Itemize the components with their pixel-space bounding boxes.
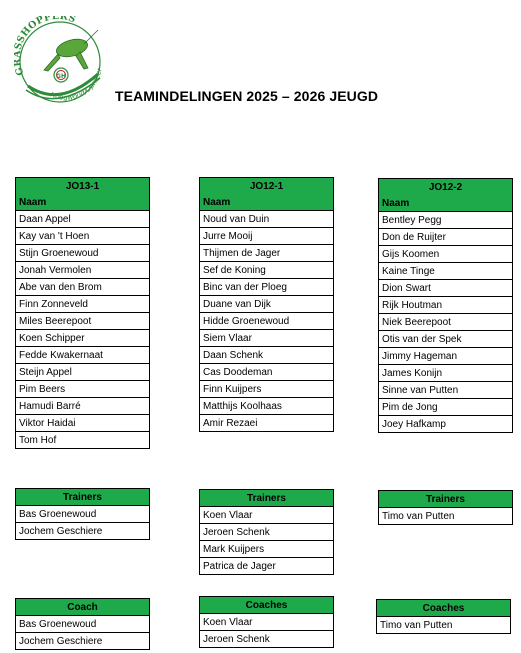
trainer-row	[379, 508, 513, 525]
player-row-name: Amir Rezaei	[200, 415, 334, 432]
trainers-header: Trainers	[16, 489, 150, 506]
player-row-name: Pim de Jong	[379, 399, 513, 416]
name-column-header: Naam	[16, 194, 150, 211]
player-row	[200, 381, 334, 398]
team-name: JO12-2	[379, 179, 513, 196]
player-row	[379, 263, 513, 280]
player-row	[16, 330, 150, 347]
coach-header: Coaches	[200, 597, 334, 614]
player-row	[200, 398, 334, 415]
player-row-name: Finn Kuijpers	[200, 381, 334, 398]
player-row-name: Steijn Appel	[16, 364, 150, 381]
player-row	[379, 365, 513, 382]
player-row-name: Cas Doodeman	[200, 364, 334, 381]
player-row-name: Gijs Koomen	[379, 246, 513, 263]
roster-table-jo12-1	[199, 177, 334, 432]
coach-row-name: Timo van Putten	[377, 617, 511, 634]
player-row	[379, 416, 513, 433]
team-name: JO12-1	[200, 178, 334, 195]
player-row-name: Jonah Vermolen	[16, 262, 150, 279]
player-row	[200, 313, 334, 330]
grasshoppers-logo-icon	[14, 16, 106, 104]
player-row	[16, 364, 150, 381]
player-row-name: Viktor Haidai	[16, 415, 150, 432]
player-row	[16, 279, 150, 296]
trainer-row-name: Jeroen Schenk	[200, 524, 334, 541]
player-row-name: Thijmen de Jager	[200, 245, 334, 262]
player-row-name: Finn Zonneveld	[16, 296, 150, 313]
player-row-name: Joey Hafkamp	[379, 416, 513, 433]
trainer-row	[16, 506, 150, 523]
coach-table-jo12-1	[199, 596, 334, 648]
trainers-table-jo12-1	[199, 489, 334, 575]
trainer-row	[200, 524, 334, 541]
trainers-header: Trainers	[200, 490, 334, 507]
player-row	[379, 246, 513, 263]
player-row-name: Otis van der Spek	[379, 331, 513, 348]
player-row-name: Hidde Groenewoud	[200, 313, 334, 330]
player-row-name: Noud van Duin	[200, 211, 334, 228]
club-logo	[14, 16, 106, 104]
player-row	[200, 415, 334, 432]
player-row	[379, 229, 513, 246]
trainer-row	[200, 541, 334, 558]
player-row-name: Koen Schipper	[16, 330, 150, 347]
player-row-name: Abe van den Brom	[16, 279, 150, 296]
roster-table-jo12-2	[378, 178, 513, 433]
roster-table-jo13-1	[15, 177, 150, 449]
player-row-name: Stijn Groenewoud	[16, 245, 150, 262]
player-row	[200, 279, 334, 296]
trainers-header: Trainers	[379, 491, 513, 508]
player-row	[16, 313, 150, 330]
trainer-row	[200, 558, 334, 575]
coach-row-name: Jeroen Schenk	[200, 631, 334, 648]
player-row-name: Dion Swart	[379, 280, 513, 297]
coach-table-jo12-2	[376, 599, 511, 634]
player-row-name: Siem Vlaar	[200, 330, 334, 347]
player-row-name: Don de Ruijter	[379, 229, 513, 246]
team-name: JO13-1	[16, 178, 150, 195]
player-row	[379, 382, 513, 399]
coach-header: Coach	[16, 599, 150, 616]
coach-row-name: Bas Groenewoud	[16, 616, 150, 633]
player-row	[200, 211, 334, 228]
logo-subtitle: Hoogwoud/Opmeer	[49, 67, 104, 102]
player-row	[200, 296, 334, 313]
player-row-name: Kaine Tinge	[379, 263, 513, 280]
player-row	[379, 212, 513, 229]
player-row	[16, 296, 150, 313]
coach-row-name: Koen Vlaar	[200, 614, 334, 631]
player-row	[16, 262, 150, 279]
coach-table-jo13-1	[15, 598, 150, 650]
coach-row	[377, 617, 511, 634]
trainer-row-name: Timo van Putten	[379, 508, 513, 525]
trainer-row	[16, 523, 150, 540]
logo-initials: GH	[56, 73, 66, 80]
coach-row	[200, 614, 334, 631]
player-row	[200, 245, 334, 262]
coach-row	[16, 616, 150, 633]
player-row	[200, 364, 334, 381]
trainers-table-jo12-2	[378, 490, 513, 525]
player-row	[379, 331, 513, 348]
player-row-name: Binc van der Ploeg	[200, 279, 334, 296]
player-row-name: Daan Appel	[16, 211, 150, 228]
player-row	[16, 398, 150, 415]
player-row-name: Sinne van Putten	[379, 382, 513, 399]
player-row	[16, 347, 150, 364]
player-row	[16, 228, 150, 245]
player-row	[200, 262, 334, 279]
player-row	[200, 347, 334, 364]
coach-row	[200, 631, 334, 648]
trainer-row-name: Jochem Geschiere	[16, 523, 150, 540]
player-row	[379, 348, 513, 365]
player-row	[200, 228, 334, 245]
trainer-row	[200, 507, 334, 524]
trainers-table-jo13-1	[15, 488, 150, 540]
player-row-name: Jurre Mooij	[200, 228, 334, 245]
player-row-name: Duane van Dijk	[200, 296, 334, 313]
name-column-header: Naam	[200, 194, 334, 211]
player-row-name: Matthijs Koolhaas	[200, 398, 334, 415]
trainer-row-name: Bas Groenewoud	[16, 506, 150, 523]
name-column-header: Naam	[379, 195, 513, 212]
player-row	[16, 245, 150, 262]
player-row-name: Daan Schenk	[200, 347, 334, 364]
player-row-name: Hamudi Barré	[16, 398, 150, 415]
page-title: TEAMINDELINGEN 2025 – 2026 JEUGD	[115, 88, 379, 104]
player-row-name: Jimmy Hageman	[379, 348, 513, 365]
player-row-name: Bentley Pegg	[379, 212, 513, 229]
player-row	[379, 297, 513, 314]
player-row	[379, 314, 513, 331]
player-row	[379, 280, 513, 297]
coach-row-name: Jochem Geschiere	[16, 633, 150, 650]
player-row	[16, 415, 150, 432]
player-row-name: Tom Hof	[16, 432, 150, 449]
coach-row	[16, 633, 150, 650]
trainer-row-name: Mark Kuijpers	[200, 541, 334, 558]
player-row	[16, 381, 150, 398]
trainer-row-name: Patrica de Jager	[200, 558, 334, 575]
trainer-row-name: Koen Vlaar	[200, 507, 334, 524]
player-row-name: Pim Beers	[16, 381, 150, 398]
logo-text: G SHOPPERS	[14, 16, 78, 77]
player-row-name: Sef de Koning	[200, 262, 334, 279]
player-row-name: Niek Beerepoot	[379, 314, 513, 331]
player-row	[16, 211, 150, 228]
coach-header: Coaches	[377, 600, 511, 617]
player-row	[379, 399, 513, 416]
player-row-name: Kay van 't Hoen	[16, 228, 150, 245]
player-row	[200, 330, 334, 347]
player-row	[16, 432, 150, 449]
player-row-name: James Konijn	[379, 365, 513, 382]
player-row-name: Rijk Houtman	[379, 297, 513, 314]
player-row-name: Miles Beerepoot	[16, 313, 150, 330]
player-row-name: Fedde Kwakernaat	[16, 347, 150, 364]
